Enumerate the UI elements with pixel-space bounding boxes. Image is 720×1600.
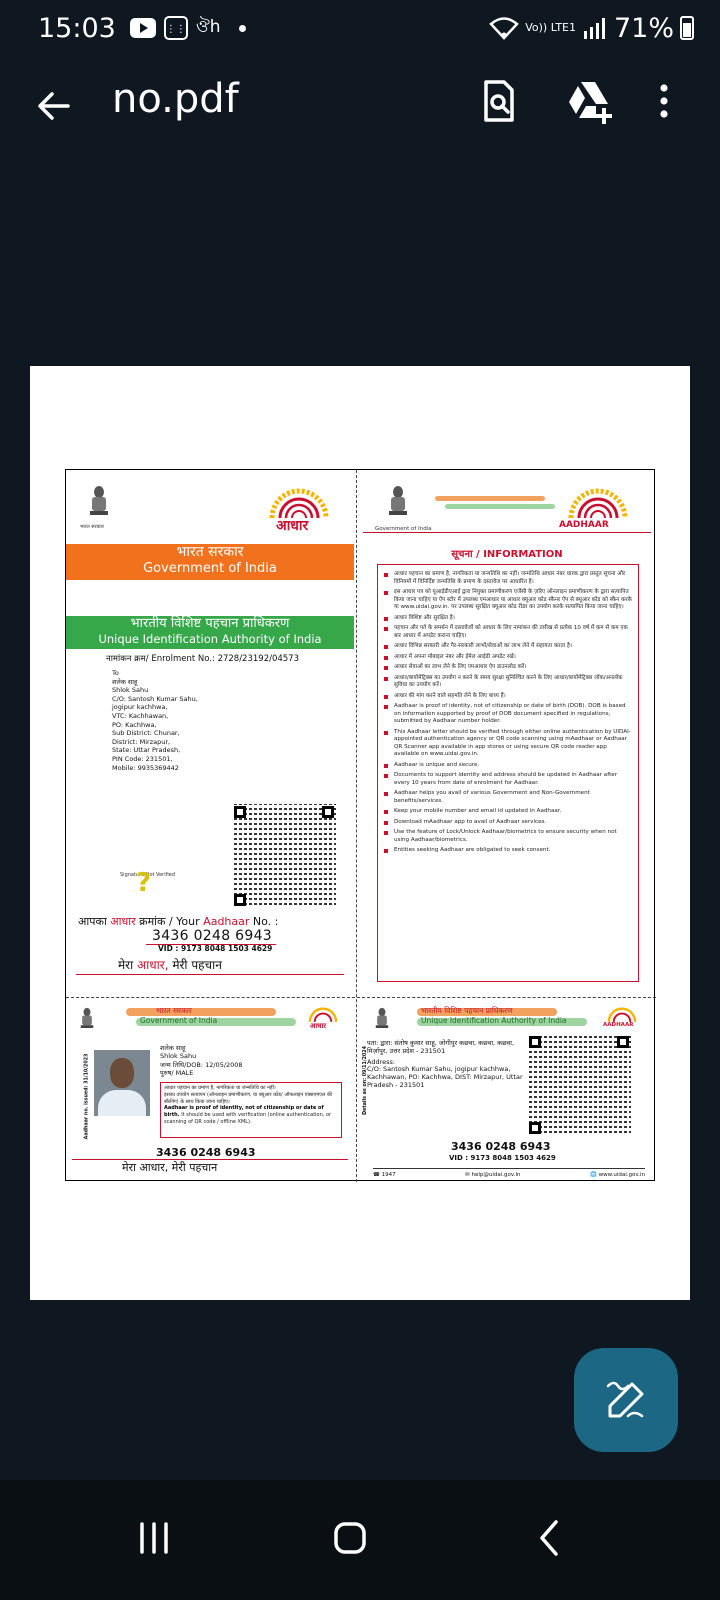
- add-to-drive-icon[interactable]: [566, 78, 616, 124]
- qr-code-large: [232, 804, 336, 908]
- contact-footer: [373, 1168, 645, 1178]
- info-item: Keep your mobile number and email id updated in Aadhaar.: [384, 808, 632, 816]
- divider: [76, 974, 344, 975]
- address-line: PIN Code: 231501,: [112, 754, 173, 763]
- gov-english: Government of India: [143, 561, 277, 576]
- more-notifications-dot: [239, 25, 246, 32]
- your-no-prefix: आपका: [78, 915, 107, 928]
- address-line: VTC: Kachhawan,: [112, 711, 169, 720]
- uidai-strip: [417, 1008, 587, 1026]
- information-heading: सूचना / INFORMATION: [451, 549, 563, 560]
- divider: [363, 532, 651, 533]
- holder-photo: [94, 1050, 150, 1116]
- arrow-left-icon[interactable]: [34, 86, 74, 126]
- info-item: Aadhaar is unique and secure.: [384, 762, 632, 770]
- aadhaar-word-hi: आधार: [110, 915, 136, 928]
- info-item: आधार विभिन्न सरकारी और गैर-सरकारी लाभों/सेवाओं का लाभ लेने में सहायता करता है।: [384, 643, 632, 651]
- mera-aadhaar-tagline: मेरा आधार, मेरी पहचान: [122, 1161, 218, 1174]
- address-line: C/O: Santosh Kumar Sahu,: [112, 694, 198, 703]
- national-emblem-icon: [373, 1006, 391, 1032]
- qr-finder: [617, 1036, 629, 1048]
- vid-number: VID : 9173 8048 1503 4629: [158, 944, 273, 953]
- uidai-english: Unique Identification Authority of India: [98, 632, 322, 646]
- signature-unverified-icon: ?: [136, 868, 152, 898]
- more-vert-icon[interactable]: [654, 78, 674, 124]
- address-line: PO: Kachhwa,: [112, 720, 157, 729]
- tricolor-stripe: [445, 504, 555, 509]
- pdf-page[interactable]: [30, 366, 690, 1300]
- system-nav-bar: [0, 1480, 720, 1600]
- uidai-band: [66, 616, 354, 649]
- bh-notification-icon: ঔh: [195, 17, 221, 37]
- gov-english: Government of India: [140, 1016, 218, 1025]
- government-band: [66, 544, 354, 580]
- youtube-icon: [130, 18, 156, 38]
- aadhaar-number: 3436 0248 6943: [451, 1140, 551, 1153]
- aadhaar-logo-word: आधार: [310, 1022, 327, 1030]
- battery-percent: 71%: [613, 12, 674, 44]
- info-item: पहचान और पते के समर्थन में दस्तावेजों को आधार के लिए नामांकन की तारीख से प्रत्येक 10 वर्ष में कम से कम एक बार आधार में अपडेट कराना चाहिए।: [384, 625, 632, 640]
- info-item: इस आधार पत्र को यूआईडीएआई द्वारा नियुक्त प्रमाणीकरण एजेंसी के ज़रिए ऑनलाइन प्रमाणीकरण के द्वारा सत्यापित किया जाना चाहिए या ऐप स्टोर में उपलब्ध एमआधार या आधार क्यूआर कोड स्कैनर ऐप से क्यूआर कोड को स्कैन करके या www.uidai.gov.in. पर उपलब्ध सुरक्षित क्यूआर कोड रीडर का उपयोग करके सत्यापित किया जाना चाहिए।: [384, 589, 632, 612]
- signal-icon: [582, 17, 608, 39]
- qr-finder: [322, 806, 334, 818]
- recents-icon[interactable]: [124, 1508, 184, 1568]
- aadhaar-number: 3436 0248 6943: [152, 928, 272, 944]
- network-type: Vo)) LTE1: [525, 21, 576, 34]
- issue-date-vertical: Aadhaar no. issued: 31/10/2023: [84, 1053, 90, 1140]
- address-hindi: पता: द्वारा: संतोष कुमार साहू, जोगीपुर कछवा, कछवा, कछवा, मिर्ज़ापुर, उत्तर प्रदेश - 231501: [367, 1039, 515, 1055]
- holder-name-hindi: शलेक साहू: [160, 1044, 186, 1052]
- annotate-fab-button[interactable]: [574, 1348, 678, 1452]
- address-line: State: Uttar Pradesh,: [112, 746, 181, 755]
- enrolment-number: नामांकन क्रम/ Enrolment No.: 2728/23192/04573: [106, 654, 300, 664]
- app-grid-icon: ⋮⋮: [164, 16, 188, 40]
- card-note: [160, 1082, 342, 1138]
- aadhaar-logo-word: आधार: [276, 518, 309, 534]
- national-emblem-icon: [385, 484, 411, 520]
- letter-left-panel: [66, 470, 354, 997]
- address-english: C/O: Santosh Kumar Sahu, jogipur kachhwa, Kachhawan, PO: Kachhwa, DIST: Mirzapur, Uttar Pradesh - 231501: [367, 1065, 523, 1089]
- government-strip: [126, 1008, 306, 1026]
- address-line: District: Mirzapur,: [112, 737, 171, 746]
- home-icon[interactable]: [320, 1508, 380, 1568]
- app-bar: [0, 60, 720, 160]
- holder-name: Shlok Sahu: [160, 1052, 197, 1061]
- your-aadhaar-label: [78, 914, 278, 929]
- holder-dob: जन्म तिथि/DOB: 12/05/2008: [160, 1060, 243, 1069]
- emblem-caption: भारत सरकार: [80, 524, 104, 530]
- info-item: आधार पहचान का प्रमाण है, नागरिकता या जन्मतिथि का नहीं। जन्मतिथि आधार नंबर धारक द्वारा प्रस्तुत सूचना और विनियमों में विनिर्दिष्ट जन्मतिथि के प्रमाण के दस्तावेज पर आधारित है।: [384, 571, 632, 586]
- mera-aadhaar-tagline: [118, 956, 222, 973]
- your-no-suffix: No. :: [252, 915, 279, 928]
- find-in-document-icon[interactable]: [476, 78, 522, 124]
- phone-contact: ☎ 1947: [373, 1172, 396, 1178]
- info-item: Documents to support identity and address should be updated in Aadhaar after every 10 years from date of enrolment for Aadhaar.: [384, 772, 632, 787]
- info-item: This Aadhaar letter should be verified through either online authentication by UIDAI-appointed authentication agency or QR code scanning using mAadhaar or Aadhaar QR Scanner app available in app stores or using secure QR code reader app available on www.uidai.gov.in.: [384, 729, 632, 759]
- uidai-hindi: भारतीय विशिष्ट पहचान प्राधिकरण: [421, 1006, 513, 1015]
- holder-gender: पुरुष/ MALE: [160, 1068, 194, 1077]
- address-line: Shlok Sahu: [112, 686, 149, 695]
- emblem-caption: Government of India: [375, 526, 432, 532]
- letter-right-panel: [359, 470, 655, 997]
- signature-status: Signature Not Verified: [120, 872, 176, 878]
- information-list: [377, 564, 639, 982]
- note-hindi-1: आधार पहचान का प्रमाण है, नागरिकता या जन्मतिथि का नहीं।: [164, 1085, 276, 1091]
- address-block: [367, 1040, 525, 1090]
- email-address: help@uidai.gov.in: [471, 1172, 521, 1178]
- email-contact: ✉ help@uidai.gov.in: [465, 1172, 521, 1178]
- national-emblem-icon: [78, 1006, 96, 1032]
- aadhaar-letter: [65, 469, 655, 1181]
- info-item: आधार की मांग करने वाले सहमति लेने के लिए बाध्य हैं।: [384, 693, 632, 701]
- info-item: आधार/बायोमेट्रिक्स का उपयोग न करने के समय सुरक्षा सुनिश्चित करने के लिए आधार/बायोमेट्रिक्स लॉक/अनलॉक सुविधा का उपयोग करें।: [384, 675, 632, 690]
- holder-identity: [160, 1044, 243, 1077]
- back-icon[interactable]: [520, 1508, 580, 1568]
- qr-finder: [529, 1122, 541, 1134]
- aadhaar-logo-word: AADHAAR: [603, 1022, 634, 1028]
- tagline-part: आधार,: [137, 958, 169, 972]
- phone-number: 1947: [381, 1172, 396, 1178]
- info-item: आधार सेवाओं का लाभ लेने के लिए एमआधार ऐप डाउनलोड करें।: [384, 664, 632, 672]
- address-line: शलेक साहू: [112, 677, 138, 686]
- note-english: It should be used with verification (online authentication, or scanning of QR code / offline XML).: [164, 1112, 332, 1125]
- address-line: To: [112, 669, 119, 677]
- qr-finder: [529, 1036, 541, 1048]
- address-block: [112, 669, 252, 772]
- aadhaar-card-back: [359, 1000, 655, 1182]
- qr-finder: [234, 806, 246, 818]
- wifi-icon: [489, 16, 519, 40]
- info-item: आधार विशिष्ट और सुरक्षित है।: [384, 615, 632, 623]
- info-item: Aadhaar is proof of identity, not of citizenship or date of birth (DOB). DOB is based on information supported by proof of DOB document specified in regulations, submitted by Aadhaar number holder.: [384, 703, 632, 726]
- national-emblem-icon: [86, 484, 112, 520]
- address-label: Address:: [367, 1057, 396, 1066]
- status-bar: [0, 0, 720, 56]
- gov-hindi: भारत सरकार: [156, 1006, 192, 1015]
- uidai-english: Unique Identification Authority of India: [421, 1016, 567, 1025]
- info-item: Aadhaar helps you avail of various Government and Non-Government benefits/services.: [384, 790, 632, 805]
- tagline-part: मेरी पहचान: [172, 958, 222, 972]
- qr-finder: [234, 894, 246, 906]
- edit-annotate-icon: [604, 1378, 648, 1422]
- note-english-bold: Aadhaar is proof of identity, not of citizenship or date of birth.: [164, 1105, 324, 1119]
- info-item: Download mAadhaar app to avail of Aadhaar services.: [384, 819, 632, 827]
- aadhaar-logo-word: AADHAAR: [559, 520, 609, 530]
- document-title: no.pdf: [112, 76, 239, 122]
- battery-icon: [680, 16, 694, 40]
- info-item: Entities seeking Aadhaar are obligated to seek consent.: [384, 847, 632, 855]
- details-date-vertical: Details as on: 09/11/2024: [362, 1046, 368, 1115]
- qr-code-small: [527, 1034, 631, 1136]
- photo-shirt: [98, 1090, 146, 1116]
- tricolor-stripe: [435, 496, 545, 501]
- address-line: Mobile: 9935369442: [112, 763, 179, 772]
- uidai-hindi: भारतीय विशिष्ट पहचान प्राधिकरण: [130, 616, 290, 631]
- photo-face: [110, 1058, 134, 1088]
- aadhaar-card-front: [66, 1000, 354, 1182]
- aadhaar-word-en: Aadhaar: [203, 915, 250, 928]
- info-item: आधार में अपना मोबाइल नंबर और ईमेल आईडी अपडेट रखें।: [384, 654, 632, 662]
- note-hindi-2: इसका उपयोग सत्यापन (ऑनलाइन प्रमाणीकरण, या क्यूआर कोड/ ऑफलाइन एक्सएमएल की स्कैनिंग) के साथ किया जाना चाहिए।: [164, 1091, 333, 1105]
- cut-line-vertical: [356, 470, 357, 1182]
- info-item: Use the feature of Lock/Unlock Aadhaar/biometrics to ensure security when not using Aadhaar/biometrics.: [384, 829, 632, 844]
- address-line: Sub District: Chunar,: [112, 729, 180, 738]
- web-contact: 🌐 www.uidai.gov.in: [590, 1172, 645, 1178]
- vid-number: VID : 9173 8048 1503 4629: [449, 1154, 556, 1162]
- your-no-mid: क्रमांक / Your: [139, 915, 200, 928]
- address-line: jogipur kachhwa,: [112, 703, 168, 712]
- stripe-orange: [126, 1008, 276, 1016]
- cut-line-horizontal: [66, 997, 656, 998]
- tagline-part: मेरा: [118, 958, 134, 972]
- website: www.uidai.gov.in: [598, 1172, 645, 1178]
- gov-hindi: भारत सरकार: [176, 544, 244, 560]
- aadhaar-number: 3436 0248 6943: [156, 1146, 256, 1159]
- status-time: 15:03: [38, 12, 116, 44]
